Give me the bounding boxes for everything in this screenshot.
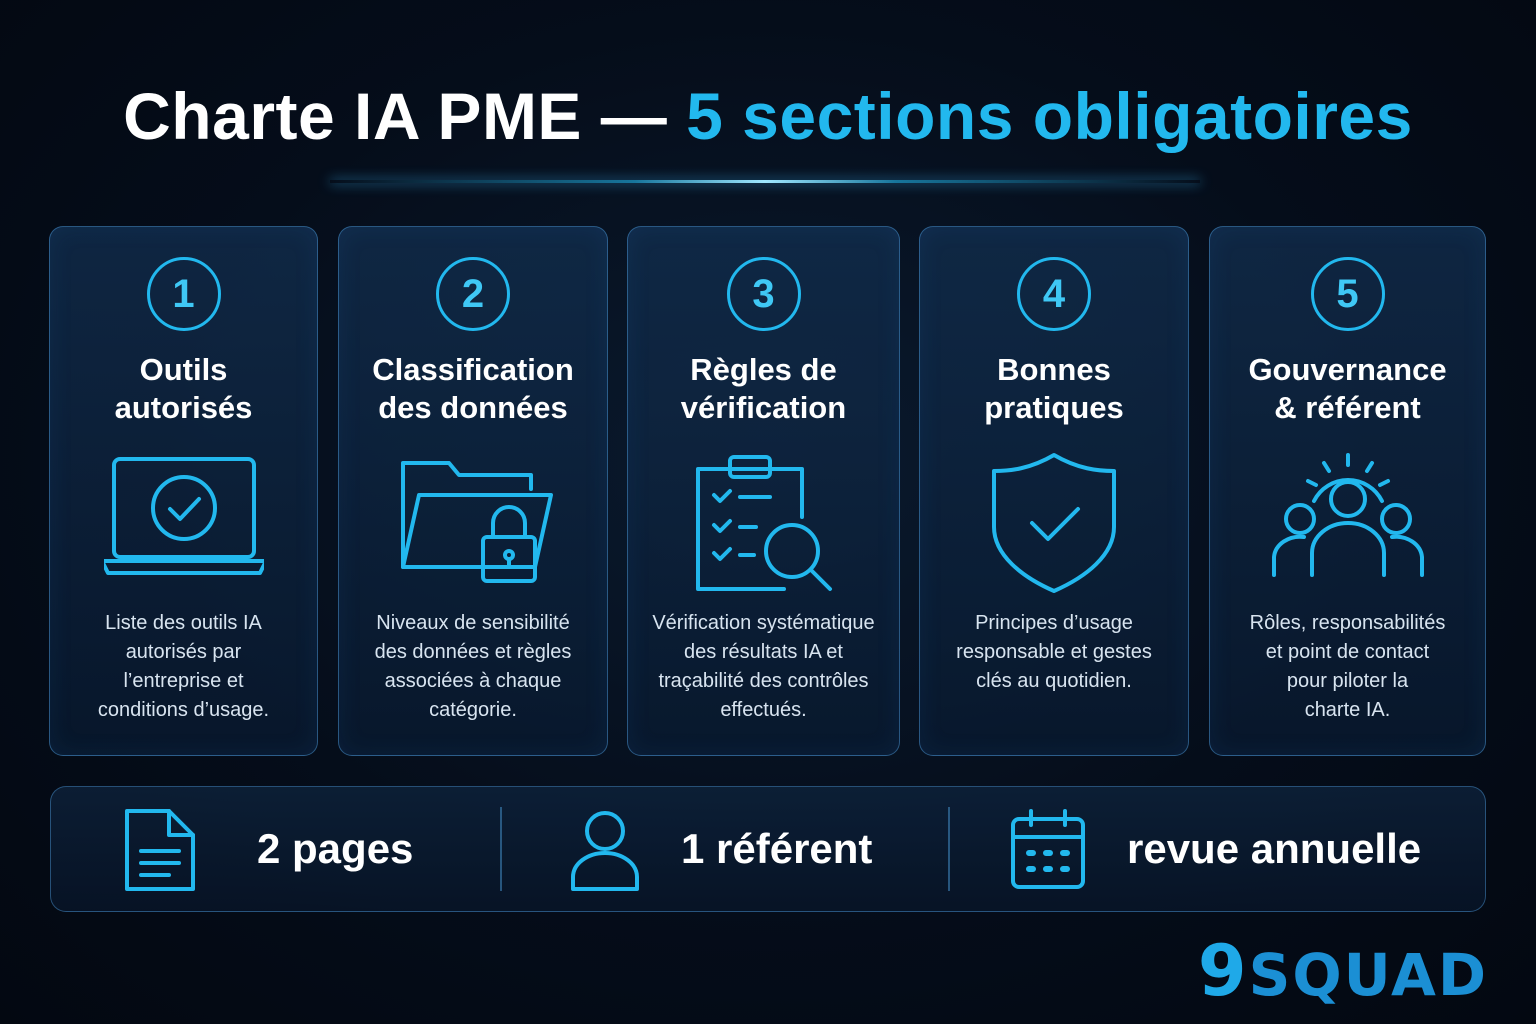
- title-accent: 5 sections obligatoires: [686, 79, 1413, 153]
- summary-bar: [50, 786, 1486, 912]
- section-card-3: [627, 226, 900, 756]
- logo-text: SQUAD: [1248, 941, 1488, 1009]
- stat-divider: [500, 807, 502, 891]
- shield-check-icon: [974, 449, 1134, 599]
- section-description: Vérification systématique des résultats IA et traçabilité des contrôles effectués.: [652, 612, 875, 721]
- stat-referent: 1 référent: [681, 825, 873, 872]
- stat-pages: 2 pages: [257, 825, 414, 872]
- section-title: Bonnes pratiques: [984, 352, 1124, 425]
- section-title: Règles de vérification: [680, 352, 847, 425]
- section-description: Rôles, responsabilités et point de contact pour piloter la charte IA.: [1249, 612, 1446, 721]
- section-card-1: [49, 226, 318, 756]
- clipboard-magnifier-icon: [684, 449, 844, 599]
- section-title: Gouvernance & référent: [1248, 352, 1447, 425]
- stat-divider: [948, 807, 950, 891]
- section-card-4: [919, 226, 1189, 756]
- section-number-badge: 3: [727, 257, 801, 331]
- section-number-badge: 2: [436, 257, 510, 331]
- stat-review: revue annuelle: [1127, 825, 1422, 872]
- section-number-badge: 1: [147, 257, 221, 331]
- calendar-icon: [1009, 807, 1089, 893]
- brand-logo: [1198, 930, 1488, 1012]
- team-gear-icon: [1268, 449, 1428, 599]
- section-description: Niveaux de sensibilité des données et règles associées à chaque catégorie.: [374, 612, 572, 721]
- section-title: Outils autorisés: [114, 352, 253, 425]
- section-description: Liste des outils IA autorisés par l’entreprise et conditions d’usage.: [97, 612, 270, 721]
- section-card-2: [338, 226, 608, 756]
- user-icon: [565, 807, 645, 893]
- title-main: Charte IA PME —: [123, 79, 668, 153]
- section-card-5: [1209, 226, 1486, 756]
- section-number-badge: 5: [1311, 257, 1385, 331]
- title-underline: [330, 180, 1200, 183]
- section-title: Classification des données: [372, 352, 574, 425]
- document-icon: [121, 807, 201, 893]
- section-number-badge: 4: [1017, 257, 1091, 331]
- section-description: Principes d’usage responsable et gestes clés au quotidien.: [956, 612, 1152, 692]
- logo-mark: 9: [1197, 930, 1249, 1012]
- folder-lock-icon: [393, 449, 553, 599]
- laptop-check-icon: [104, 449, 264, 599]
- page-title: [0, 78, 1536, 154]
